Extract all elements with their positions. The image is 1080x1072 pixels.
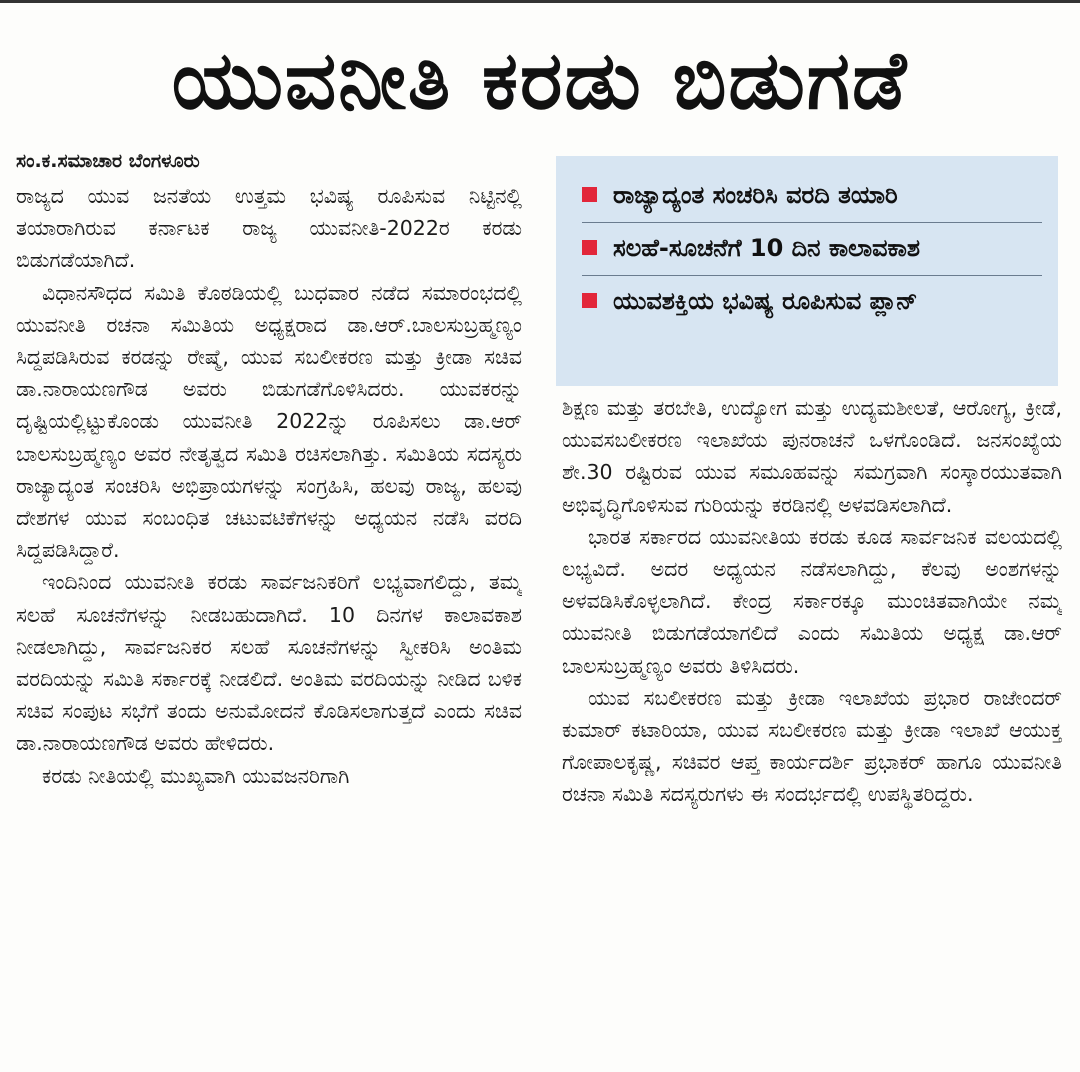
- byline: ಸಂ.ಕ.ಸಮಾಚಾರ ಬೆಂಗಳೂರು: [16, 150, 200, 172]
- highlight-item: [582, 223, 1042, 276]
- square-bullet-icon: [582, 293, 597, 308]
- article-column-left: [16, 148, 522, 1048]
- article-column-right: [562, 392, 1062, 1052]
- article-paragraph: ಇಂದಿನಿಂದ ಯುವನೀತಿ ಕರಡು ಸಾರ್ವಜನಿಕರಿಗೆ ಲಭ್ಯವಾಗಲಿದ್ದು, ತಮ್ಮ ಸಲಹೆ ಸೂಚನೆಗಳನ್ನು ನೀಡಬಹುದಾಗಿದೆ. 10 ದಿನಗಳ ಕಾಲಾವಕಾಶ ನೀಡಲಾಗಿದ್ದು, ಸಾರ್ವಜನಿಕರ ಸಲಹೆ ಸೂಚನೆಗಳನ್ನು ಸ್ವೀಕರಿಸಿ ಅಂತಿಮ ವರದಿಯನ್ನು ಸಮಿತಿ ಸರ್ಕಾರಕ್ಕೆ ನೀಡಲಿದೆ. ಅಂತಿಮ ವರದಿಯನ್ನು ನೀಡಿದ ಬಳಿಕ ಸಚಿವ ಸಂಪುಟ ಸಭೆಗೆ ತಂದು ಅನುಮೋದನೆ ಕೊಡಿಸಲಾಗುತ್ತದೆ ಎಂದು ಸಚಿವ ಡಾ.ನಾರಾಯಣಗೌಡ ಅವರು ಹೇಳಿದರು.: [16, 570, 522, 756]
- highlights-box: [556, 156, 1058, 386]
- article-paragraph: ಭಾರತ ಸರ್ಕಾರದ ಯುವನೀತಿಯ ಕರಡು ಕೂಡ ಸಾರ್ವಜನಿಕ ವಲಯದಲ್ಲಿ ಲಭ್ಯವಿದೆ. ಅದರ ಅಧ್ಯಯನ ನಡೆಸಲಾಗಿದ್ದು, ಕೆಲವು ಅಂಶಗಳನ್ನು ಅಳವಡಿಸಿಕೊಳ್ಳಲಾಗಿದೆ. ಕೇಂದ್ರ ಸರ್ಕಾರಕ್ಕೂ ಮುಂಚಿತವಾಗಿಯೇ ನಮ್ಮ ಯುವನೀತಿ ಬಿಡುಗಡೆಯಾಗಲಿದೆ ಎಂದು ಸಮಿತಿಯ ಅಧ್ಯಕ್ಷ ಡಾ.ಆರ್ ಬಾಲಸುಬ್ರಹ್ಮಣ್ಯಂ ಅವರು ತಿಳಿಸಿದರು.: [562, 524, 1062, 678]
- article-paragraph: ಶಿಕ್ಷಣ ಮತ್ತು ತರಬೇತಿ, ಉದ್ಯೋಗ ಮತ್ತು ಉದ್ಯಮಶೀಲತೆ, ಆರೋಗ್ಯ, ಕ್ರೀಡೆ, ಯುವಸಬಲೀಕರಣ ಇಲಾಖೆಯ ಪುನರಾಚನೆ ಒಳಗೊಂಡಿದೆ. ಜನಸಂಖ್ಯೆಯ ಶೇ.30 ರಷ್ಟಿರುವ ಯುವ ಸಮೂಹವನ್ನು ಸಮಗ್ರವಾಗಿ ಸಂಸ್ಕಾರಯುತವಾಗಿ ಅಭಿವೃದ್ಧಿಗೊಳಿಸುವ ಗುರಿಯನ್ನು ಕರಡಿನಲ್ಲಿ ಅಳವಡಿಸಲಾಗಿದೆ.: [562, 396, 1062, 517]
- square-bullet-icon: [582, 240, 597, 255]
- article-paragraph: ರಾಜ್ಯದ ಯುವ ಜನತೆಯ ಉತ್ತಮ ಭವಿಷ್ಯ ರೂಪಿಸುವ ನಿಟ್ಟಿನಲ್ಲಿ ತಯಾರಾಗಿರುವ ಕರ್ನಾಟಕ ರಾಜ್ಯ ಯುವನೀತಿ-2022ರ ಕರಡು ಬಿಡುಗಡೆಯಾಗಿದೆ.: [16, 184, 522, 273]
- highlight-text: ರಾಜ್ಯಾದ್ಯಂತ ಸಂಚರಿಸಿ ವರದಿ ತಯಾರಿ: [613, 181, 898, 209]
- top-rule: [0, 0, 1080, 3]
- highlight-item: [582, 276, 1042, 328]
- page-title: ಯುವನೀತಿ ಕರಡು ಬಿಡುಗಡೆ: [171, 34, 909, 127]
- highlight-text: ಸಲಹೆ-ಸೂಚನೆಗೆ 10 ದಿನ ಕಾಲಾವಕಾಶ: [613, 234, 920, 262]
- highlight-item: [582, 170, 1042, 223]
- article-paragraph: ಯುವ ಸಬಲೀಕರಣ ಮತ್ತು ಕ್ರೀಡಾ ಇಲಾಖೆಯ ಪ್ರಭಾರ ರಾಜೇಂದರ್ ಕುಮಾರ್ ಕಟಾರಿಯಾ, ಯುವ ಸಬಲೀಕರಣ ಮತ್ತು ಕ್ರೀಡಾ ಇಲಾಖೆ ಆಯುಕ್ತ ಗೋಪಾಲಕೃಷ್ಣ, ಸಚಿವರ ಆಪ್ತ ಕಾರ್ಯದರ್ಶಿ ಪ್ರಭಾಕರ್ ಹಾಗೂ ಯುವನೀತಿ ರಚನಾ ಸಮಿತಿ ಸದಸ್ಯರುಗಳು ಈ ಸಂದರ್ಭದಲ್ಲಿ ಉಪಸ್ಥಿತರಿದ್ದರು.: [562, 685, 1062, 807]
- square-bullet-icon: [582, 187, 597, 202]
- highlight-text: ಯುವಶಕ್ತಿಯ ಭವಿಷ್ಯ ರೂಪಿಸುವ ಪ್ಲಾನ್: [613, 287, 918, 315]
- article-paragraph: ವಿಧಾನಸೌಧದ ಸಮಿತಿ ಕೊಠಡಿಯಲ್ಲಿ ಬುಧವಾರ ನಡೆದ ಸಮಾರಂಭದಲ್ಲಿ ಯುವನೀತಿ ರಚನಾ ಸಮಿತಿಯ ಅಧ್ಯಕ್ಷರಾದ ಡಾ.ಆರ್.ಬಾಲಸುಬ್ರಹ್ಮಣ್ಯಂ ಸಿದ್ದಪಡಿಸಿರುವ ಕರಡನ್ನು ರೇಷ್ಮೆ, ಯುವ ಸಬಲೀಕರಣ ಮತ್ತು ಕ್ರೀಡಾ ಸಚಿವ ಡಾ.ನಾರಾಯಣಗೌಡ ಅವರು ಬಿಡುಗಡೆಗೊಳಿಸಿದರು. ಯುವಕರನ್ನು ದೃಷ್ಟಿಯಲ್ಲಿಟ್ಟುಕೊಂಡು ಯುವನೀತಿ 2022ನ್ನು ರೂಪಿಸಲು ಡಾ.ಆರ್ ಬಾಲಸುಬ್ರಹ್ಮಣ್ಯಂ ಅವರ ನೇತೃತ್ವದ ಸಮಿತಿ ರಚಿಸಲಾಗಿತ್ತು. ಸಮಿತಿಯ ಸದಸ್ಯರು ರಾಜ್ಯಾದ್ಯಂತ ಸಂಚರಿಸಿ ಅಭಿಪ್ರಾಯಗಳನ್ನು ಸಂಗ್ರಹಿಸಿ, ಹಲವು ರಾಜ್ಯ, ಹಲವು ದೇಶಗಳ ಯುವ ಸಂಬಂಧಿತ ಚಟುವಟಿಕೆಗಳನ್ನು ಅಧ್ಯಯನ ನಡೆಸಿ ವರದಿ ಸಿದ್ದಪಡಿಸಿದ್ದಾರೆ.: [16, 280, 522, 563]
- article-paragraph: ಕರಡು ನೀತಿಯಲ್ಲಿ ಮುಖ್ಯವಾಗಿ ಯುವಜನರಿಗಾಗಿ: [42, 763, 350, 788]
